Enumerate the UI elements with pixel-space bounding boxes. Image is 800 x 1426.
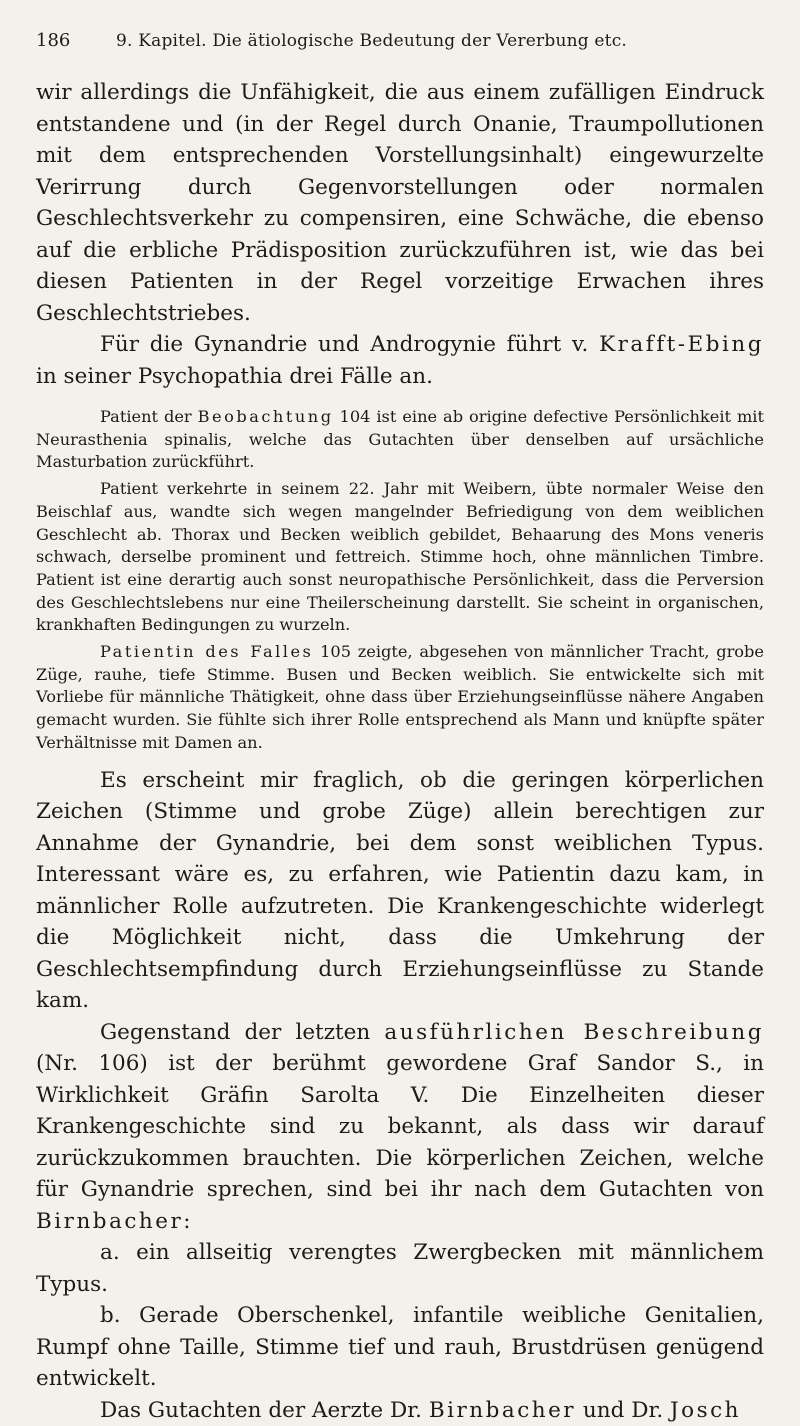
running-header	[36, 30, 764, 51]
case104-rest: 104 ist eine ab origine defective Persönlichkeit mit Neurasthenia spinalis, welche das Gutachten über denselben auf ursächliche Masturbation zurückführt.	[36, 407, 764, 472]
para4-lead: Gegenstand der letzten	[100, 1019, 385, 1045]
case105-rest: 105 zeigte, abgesehen von männlicher Tracht, grobe Züge, rauhe, tiefe Stimme. Busen und Becken weiblich. Sie entwickelte sich mit Vorliebe für männliche Thätigkeit, ohne dass über Erziehungseinflüsse nähere Angaben gemacht wurden. Sie fühlte sich ihrer Rolle entsprechend als Mann und knüpfte später Verhältnisse mit Damen an.	[36, 642, 764, 752]
list-item: b. Gerade Oberschenkel, infantile weibliche Genitalien, Rumpf ohne Taille, Stimme tief und rauh, Brustdrüsen genügend entwickelt.	[36, 1303, 764, 1392]
author-name-birnbacher: Birnbacher	[36, 1208, 184, 1234]
para5-mid: und Dr.	[576, 1397, 671, 1423]
paragraph-3: Es erscheint mir fraglich, ob die geringen körperlichen Zeichen (Stimme und grobe Züge) allein berechtigen zur Annahme der Gynandrie, bei dem sonst weiblichen Typus. Interessant wäre es, zu erfahren, wie Patientin dazu kam, in männlicher Rolle aufzutreten. Die Krankengeschichte widerlegt die Möglichkeit nicht, dass die Umkehrung der Geschlechtsempfindung durch Erziehungseinflüsse zu Stande kam.	[36, 767, 764, 1014]
case-104-paragraph	[36, 406, 764, 474]
para4-rest1: (Nr. 106) ist der berühmt gewordene Graf Sandor S., in Wirklichkeit Gräfin Sarolta V. Die Einzelheiten dieser Krankengeschichte sind zu bekannt, als dass wir darauf zurückzukommen brauchten. Die körperlichen Zeichen, welche für Gynandrie sprechen, sind bei ihr nach dem Gutachten von	[36, 1051, 764, 1203]
page-number: 186	[36, 30, 71, 51]
author-name-birnbacher-2: Birnbacher	[428, 1397, 577, 1423]
main-text-top	[36, 77, 764, 392]
running-title: 9. Kapitel. Die ätiologische Bedeutung der Vererbung etc.	[116, 31, 628, 51]
para4-rest2: :	[183, 1208, 191, 1234]
case104-spaced: Beobachtung	[197, 407, 334, 426]
para2-text-b: in seiner Psychopathia drei Fälle an.	[36, 363, 433, 389]
case-excerpts	[36, 406, 764, 755]
paragraph-1: wir allerdings die Unfähigkeit, die aus einem zufälligen Eindruck entstandene und (in der Regel durch Onanie, Traumpollutionen mit dem entsprechenden Vorstellungsinhalt) eingewurzelte Verirrung durch Gegenvorstellungen oder normalen Geschlechtsverkehr zu compensiren, eine Schwäche, die ebenso auf die erbliche Prädisposition zurückzuführen ist, wie das bei diesen Patienten in der Regel vorzeitige Erwachen ihres Geschlechtstriebes.	[36, 80, 764, 326]
case-104-details: Patient verkehrte in seinem 22. Jahr mit Weibern, übte normaler Weise den Beischlaf aus, wandte sich wegen mangelnder Befriedigung von dem weiblichen Geschlecht ab. Thorax und Becken weiblich gebildet, Behaarung des Mons veneris schwach, derselbe prominent und fettreich. Stimme hoch, ohne männlichen Timbre. Patient ist eine derartig auch sonst neuropathische Persönlichkeit, dass die Perversion des Geschlechtslebens nur eine Theilerscheinung darstellt. Sie scheint in organischen, krankhaften Bedingungen zu wurzeln.	[36, 479, 764, 635]
list-item: a. ein allseitig verengtes Zwergbecken mit männlichem Typus.	[36, 1240, 764, 1297]
paragraph-2	[36, 329, 764, 392]
para5-lead: Das Gutachten der Aerzte Dr.	[100, 1397, 429, 1423]
main-text-bottom	[36, 765, 764, 1426]
paragraph-4	[36, 1017, 764, 1238]
case105-spaced: Patientin des Falles	[100, 642, 314, 662]
author-name-krafft-ebing: Krafft-Ebing	[599, 332, 764, 357]
findings-list	[36, 1237, 764, 1395]
case104-lead: Patient der	[100, 407, 198, 426]
para4-spaced: ausführlichen Beschreibung	[384, 1019, 764, 1045]
case-105-paragraph	[36, 641, 764, 755]
paragraph-5	[36, 1395, 764, 1426]
para2-text-a: Für die Gynandrie und Androgynie führt v.	[100, 332, 600, 357]
author-name-josch: Josch	[670, 1397, 742, 1423]
